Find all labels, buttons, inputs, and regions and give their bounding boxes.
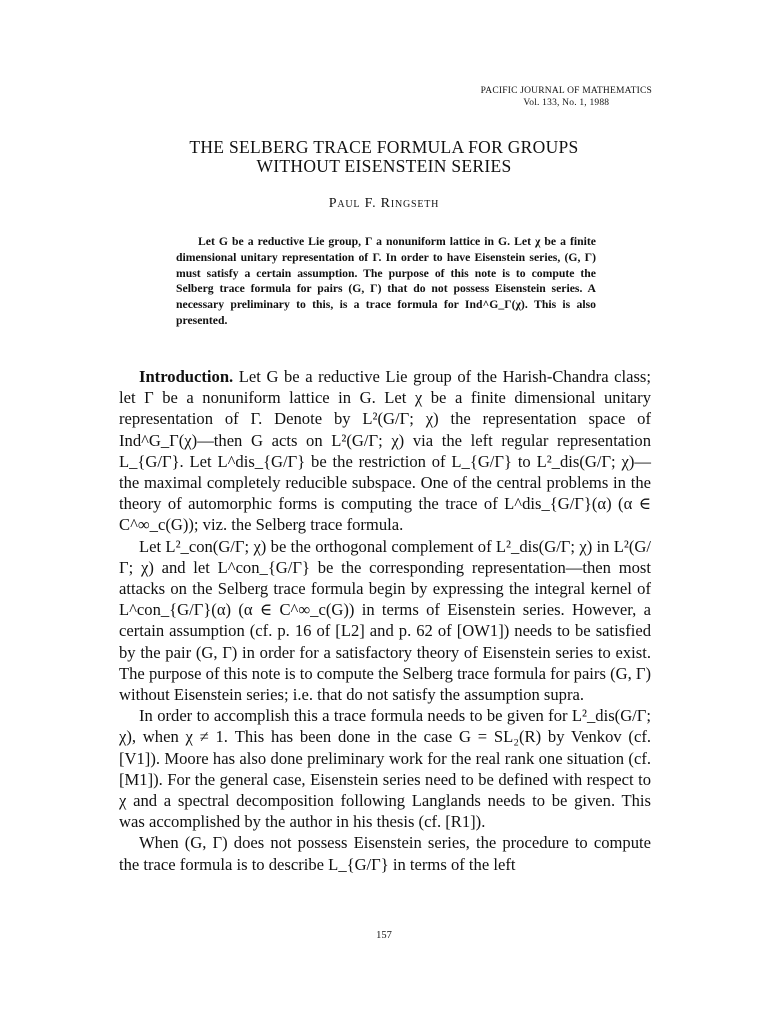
paragraph-3: In order to accomplish this a trace formula needs to be given for L²_dis(G/Γ; χ), when χ ≠ 1. This has been done in the case G = SL₂(R) by Venkov (cf. [V1]). Moore has also done preliminary work for the real rank one situation (cf. [M1]). For the general case, Eisenstein series need to be defined with respect to χ and a spectral decomposition following Langlands needs to be given. This was accomplished by the author in his thesis (cf. [R1]). [119,706,651,832]
journal-header [481,85,652,109]
paragraph-2: Let L²_con(G/Γ; χ) be the orthogonal complement of L²_dis(G/Γ; χ) in L²(G/Γ; χ) and let L^con_{G/Γ} be the corresponding representation—then most attacks on the Selberg trace formula begin by expressing the integral kernel of L^con_{G/Γ}(α) (α ∈ C^∞_c(G)) in terms of Eisenstein series. However, a certain assumption (cf. p. 16 of [L2] and p. 62 of [OW1]) needs to be satisfied by the pair (G, Γ) in order for a satisfactory theory of Eisenstein series to exist. The purpose of this note is to compute the Selberg trace formula for pairs (G, Γ) without Eisenstein series; i.e. that do not satisfy the assumption supra. [119,536,651,705]
title-line-2: WITHOUT EISENSTEIN SERIES [256,156,512,176]
journal-volume: Vol. 133, No. 1, 1988 [523,98,610,108]
page-number: 157 [376,930,392,941]
paper-title [0,138,768,176]
body-text [119,366,651,875]
paragraph-4: When (G, Γ) does not possess Eisenstein series, the procedure to compute the trace formula is to describe L_{G/Γ} in terms of the left [119,833,651,874]
paragraph-1 [119,366,651,536]
intro-heading: Introduction. [139,367,234,386]
abstract: Let G be a reductive Lie group, Γ a nonuniform lattice in G. Let χ be a finite dimensional unitary representation of Γ. In order to have Eisenstein series, (G, Γ) must satisfy a certain assumption. The purpose of this note is to compute the Selberg trace formula for pairs (G, Γ) that do not possess Eisenstein series. A necessary preliminary to this, is a trace formula for Ind^G_Γ(χ). This is also presented. [176,235,596,327]
journal-name: PACIFIC JOURNAL OF MATHEMATICS [480,86,652,96]
paragraph-1-text: Let G be a reductive Lie group of the Harish-Chandra class; let Γ be a nonuniform lattice in G. Let χ be a finite dimensional unitary representation of Γ. Denote by L²(G/Γ; χ) the representation space of Ind^G_Γ(χ)—then G acts on L²(G/Γ; χ) via the left regular representation L_{G/Γ}. Let L^dis_{G/Γ} be the restriction of L_{G/Γ} to L²_dis(G/Γ; χ)—the maximal completely reducible subspace. One of the central problems in the theory of automorphic forms is computing the trace of L^dis_{G/Γ}(α) (α ∈ C^∞_c(G)); viz. the Selberg trace formula. [119,367,651,535]
title-line-1: THE SELBERG TRACE FORMULA FOR GROUPS [189,137,579,157]
author-name: Paul F. Ringseth [328,196,440,211]
